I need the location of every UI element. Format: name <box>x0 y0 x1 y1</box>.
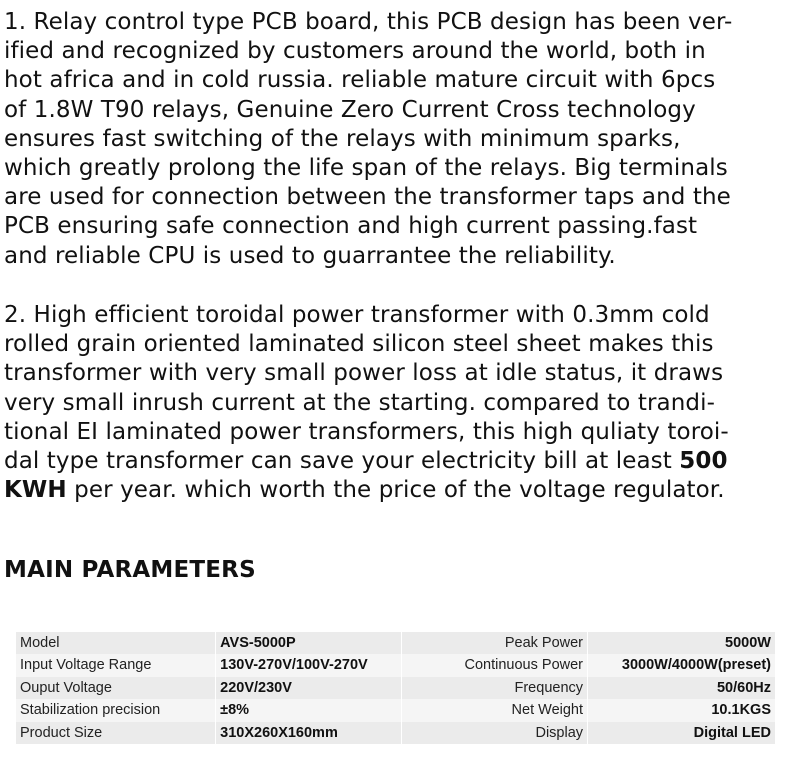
param-value: 220V/230V <box>216 677 402 699</box>
paragraph-2-text-before: 2. High efficient toroidal power transformer with 0.3mm cold rolled grain oriented laminated silicon steel sheet makes this transformer with very small power loss at idle status, it draws very small inrush current at the starting. compared to trandi- tional EI laminated power transformers, this high quliaty toroi- dal type transformer can save your electricity bill at least <box>4 302 729 475</box>
param-value: Digital LED <box>588 722 776 744</box>
param-label: Display <box>402 722 588 744</box>
param-label: Frequency <box>402 677 588 699</box>
param-label: Ouput Voltage <box>16 677 216 699</box>
table-row <box>16 632 776 654</box>
param-value: AVS-5000P <box>216 632 402 654</box>
table-row <box>16 677 776 699</box>
table-row <box>16 699 776 721</box>
param-label: Model <box>16 632 216 654</box>
param-value: 10.1KGS <box>588 699 776 721</box>
main-parameters-table <box>16 632 776 744</box>
feature-paragraph-relay-pcb: 1. Relay control type PCB board, this PCB design has been ver- ified and recognized by customers around the world, both in hot africa and in cold russia. reliable mature circuit with 6pcs of 1.8W T90 relays, Genuine Zero Current Cross technology ensures fast switching of the relays with minimum sparks, which greatly prolong the life span of the relays. Big terminals are used for connection between the transformer taps and the PCB ensuring safe connection and high current passing.fast and reliable CPU is used to guarrantee the reliability. <box>4 9 733 269</box>
table-row <box>16 722 776 744</box>
param-label: Product Size <box>16 722 216 744</box>
param-label: Continuous Power <box>402 654 588 676</box>
param-label: Peak Power <box>402 632 588 654</box>
param-value: 5000W <box>588 632 776 654</box>
param-value: ±8% <box>216 699 402 721</box>
param-label: Input Voltage Range <box>16 654 216 676</box>
main-parameters-heading: MAIN PARAMETERS <box>4 557 256 583</box>
param-label: Net Weight <box>402 699 588 721</box>
paragraph-2-text-after: per year. which worth the price of the voltage regulator. <box>66 477 725 504</box>
energy-saving-highlight: 500 KWH <box>4 448 728 504</box>
table-row <box>16 654 776 676</box>
param-value: 310X260X160mm <box>216 722 402 744</box>
param-label: Stabilization precision <box>16 699 216 721</box>
param-value: 3000W/4000W(preset) <box>588 654 776 676</box>
param-value: 50/60Hz <box>588 677 776 699</box>
feature-paragraph-toroidal-transformer <box>4 301 790 505</box>
param-value: 130V-270V/100V-270V <box>216 654 402 676</box>
